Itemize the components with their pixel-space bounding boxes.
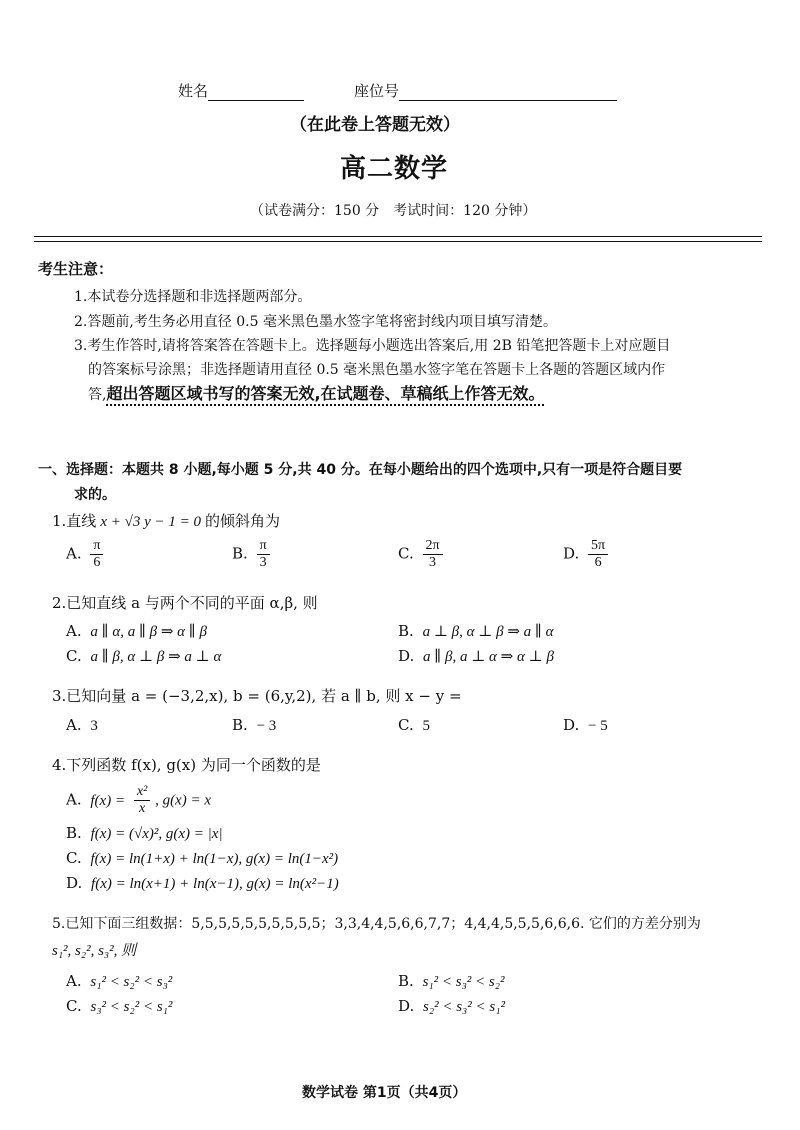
question-5-stem-line-1: 5.已知下面三组数据：5,5,5,5,5,5,5,5,5,5；3,3,4,4,5,6,6,7,7；4,4,4,5,5,5,6,6,6. 它们的方差分别为	[52, 916, 701, 932]
q5-option-label: C.	[66, 997, 82, 1015]
name-blank-line	[208, 82, 304, 101]
section-1-heading-line-2: 求的。	[74, 487, 116, 503]
q2-option-b[interactable]	[398, 622, 553, 641]
q1-option-d[interactable]	[563, 538, 608, 571]
notice-item-1: 1.本试卷分选择题和非选择题两部分。	[74, 289, 312, 305]
notice-item-3-prefix: 答,	[88, 387, 107, 403]
q5-option-b[interactable]	[398, 972, 504, 991]
seat-blank-line	[399, 82, 617, 101]
seat-label: 座位号	[354, 82, 400, 100]
exam-subtitle: （试卷满分：150 分 考试时间：120 分钟）	[250, 203, 537, 219]
q4-option-label: D.	[66, 874, 83, 892]
question-4-stem: 4.下列函数 f(x), g(x) 为同一个函数的是	[52, 756, 321, 774]
q4-option-label: B.	[66, 824, 82, 842]
q3-option-d[interactable]	[563, 716, 608, 735]
q5-option-text: s₂² < s₃² < s₁²	[423, 999, 505, 1015]
q1-option-numerator: 2π	[423, 538, 443, 555]
q3-option-label: B.	[232, 716, 248, 734]
q1-option-b[interactable]	[232, 538, 270, 571]
q3-option-c[interactable]	[398, 716, 430, 735]
seat-field	[354, 80, 617, 101]
question-5-stem-line-2: s₁², s₂², s₃², 则	[52, 943, 137, 959]
q1-option-denominator: 3	[429, 555, 437, 570]
q5-option-d[interactable]	[398, 997, 505, 1016]
q4-option-c[interactable]	[66, 849, 338, 868]
q1-option-numerator: π	[257, 538, 270, 555]
q5-option-label: A.	[66, 972, 82, 990]
q4-option-text: f(x) = (√x)², g(x) = |x|	[90, 826, 223, 842]
q5-option-label: B.	[398, 972, 414, 990]
q2-option-text: a ∥ β, a ⊥ α ⇒ α ⊥ β	[423, 649, 554, 665]
q1-option-label: B.	[232, 544, 248, 563]
q3-option-label: A.	[66, 716, 82, 734]
q2-option-label: D.	[398, 647, 415, 665]
q5-option-text: s₁² < s₂² < s₃²	[90, 974, 173, 990]
q1-option-label: D.	[563, 544, 580, 563]
invalid-notice: （在此卷上答题无效）	[290, 115, 460, 135]
question-3-stem: 3.已知向量 a = (−3,2,x), b = (6,y,2), 若 a ∥ b, 则 x − y =	[52, 687, 462, 705]
q2-option-text: a ∥ α, a ∥ β ⇒ α ∥ β	[90, 624, 207, 640]
q5-option-c[interactable]	[66, 997, 172, 1016]
q5-option-label: D.	[398, 997, 415, 1015]
q1-option-label: C.	[398, 544, 414, 563]
q1-stem-prefix: 1.直线	[52, 512, 97, 530]
q1-stem-expr: x + √3 y − 1 = 0	[100, 514, 201, 530]
q1-option-numerator: 5π	[588, 538, 608, 555]
page-footer: 数学试卷 第1页（共4页）	[302, 1085, 467, 1101]
q3-option-a[interactable]	[66, 716, 98, 735]
q1-stem-suffix: 的倾斜角为	[204, 512, 280, 530]
q3-option-text: 3	[90, 718, 98, 734]
header-divider-top	[34, 236, 762, 237]
q3-option-label: D.	[563, 716, 580, 734]
header-divider-bottom	[34, 241, 762, 242]
notice-item-3-line-3	[88, 381, 545, 404]
question-1-stem	[52, 510, 280, 531]
q5-option-text: s₁² < s₃² < s₂²	[422, 974, 505, 990]
q4-option-a[interactable]	[66, 784, 211, 817]
q4-option-a-rhs: , g(x) = x	[155, 792, 211, 809]
q2-option-d[interactable]	[398, 647, 554, 666]
q1-option-numerator: π	[90, 538, 103, 555]
q3-option-text: 5	[422, 718, 430, 734]
q4-option-text: f(x) = ln(1+x) + ln(1−x), g(x) = ln(1−x²)	[90, 851, 339, 867]
question-2-stem: 2.已知直线 a 与两个不同的平面 α,β, 则	[52, 594, 318, 612]
q4-option-a-denominator: x	[138, 801, 146, 816]
q3-option-text: − 5	[588, 718, 608, 734]
q5-option-text: s₃² < s₂² < s₁²	[90, 999, 173, 1015]
q3-option-b[interactable]	[232, 716, 276, 735]
q1-option-c[interactable]	[398, 538, 443, 571]
q2-option-label: A.	[66, 622, 82, 640]
section-1-heading-line-1: 一、选择题：本题共 8 小题,每小题 5 分,共 40 分。在每小题给出的四个选项中,只有一项是符合题目要	[38, 462, 683, 478]
notice-heading: 考生注意：	[38, 260, 114, 278]
page-title: 高二数学	[340, 154, 449, 184]
q4-option-text: f(x) = ln(x+1) + ln(x−1), g(x) = ln(x²−1)	[91, 876, 339, 892]
q1-option-denominator: 6	[594, 555, 602, 570]
q2-option-a[interactable]	[66, 622, 207, 641]
q2-option-text: a ⊥ β, α ⊥ β ⇒ a ∥ α	[422, 624, 554, 640]
q3-option-text: − 3	[256, 718, 277, 734]
name-label: 姓名	[178, 82, 209, 100]
name-field	[178, 80, 304, 101]
q4-option-label: C.	[66, 849, 82, 867]
q4-option-d[interactable]	[66, 874, 339, 893]
q2-option-label: C.	[66, 647, 82, 665]
q1-option-denominator: 3	[259, 555, 267, 570]
notice-item-2: 2.答题前,考生务必用直径 0.5 毫米黑色墨水签字笔将密封线内项目填写清楚。	[74, 314, 557, 330]
q1-option-denominator: 6	[93, 555, 101, 570]
q5-option-a[interactable]	[66, 972, 172, 991]
q4-option-label: A.	[66, 790, 82, 809]
q3-option-label: C.	[398, 716, 414, 734]
notice-emphasis: 超出答题区域书写的答案无效,在试题卷、草稿纸上作答无效。	[106, 384, 545, 403]
q1-option-label: A.	[66, 544, 82, 563]
q4-option-b[interactable]	[66, 824, 223, 843]
q1-option-a[interactable]	[66, 538, 103, 571]
notice-item-3-line-2: 的答案标号涂黑；非选择题请用直径 0.5 毫米黑色墨水签字笔在答题卡上各题的答题区域内作	[88, 362, 666, 378]
q4-option-a-numerator: x²	[134, 784, 150, 801]
q2-option-text: a ∥ β, α ⊥ β ⇒ a ⊥ α	[90, 649, 222, 665]
notice-item-3-line-1: 3.考生作答时,请将答案答在答题卡上。选择题每小题选出答案后,用 2B 铅笔把答题卡上对应题目	[74, 338, 671, 354]
q2-option-label: B.	[398, 622, 414, 640]
q2-option-c[interactable]	[66, 647, 221, 666]
q4-option-a-lhs: f(x) =	[90, 792, 126, 809]
